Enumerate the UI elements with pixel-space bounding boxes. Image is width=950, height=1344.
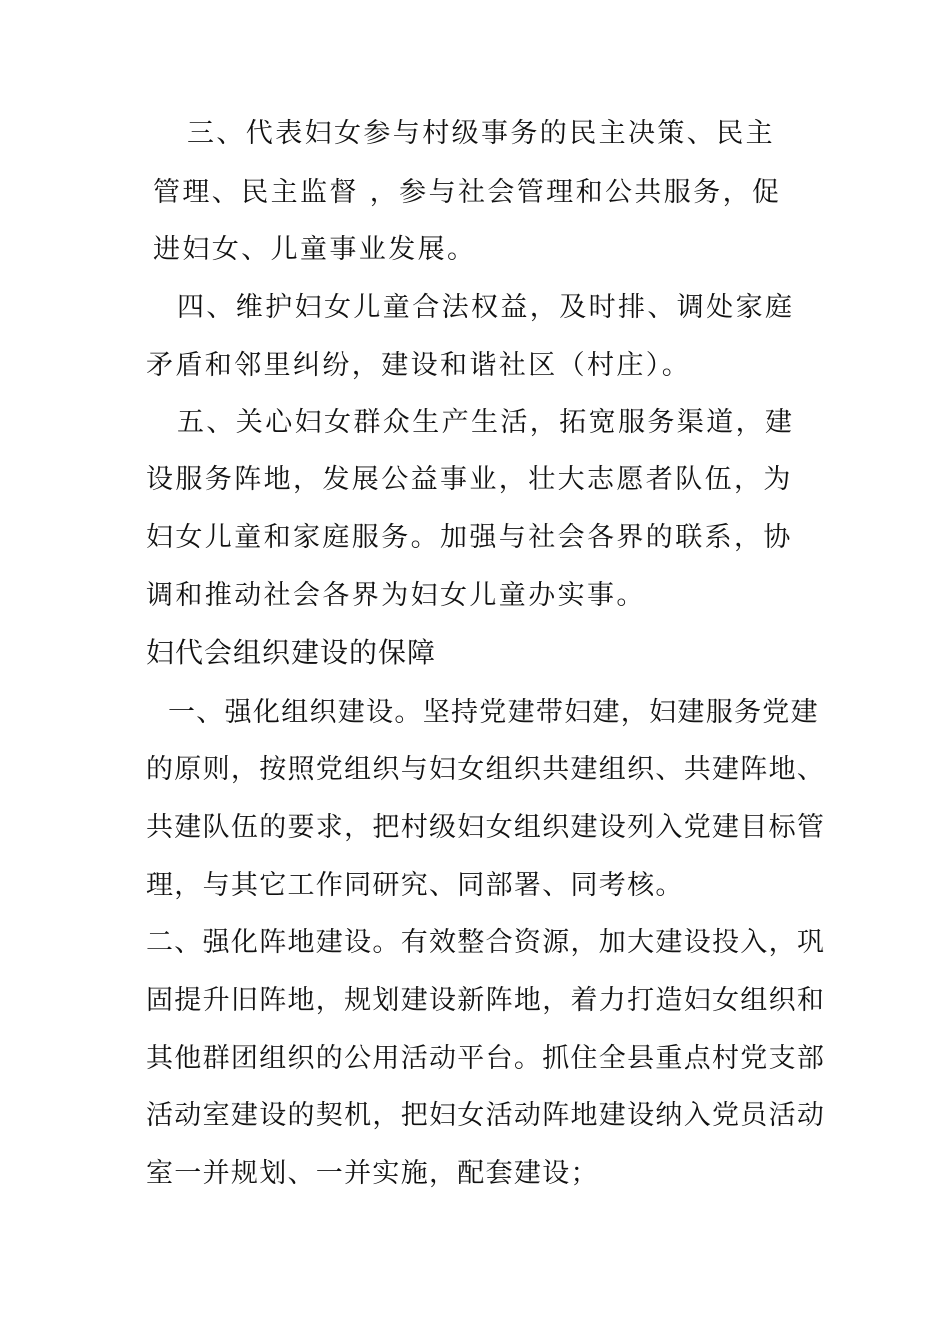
paragraph-3-line-3: 进妇女、儿童事业发展。 xyxy=(153,234,477,265)
paragraph-5-line-3: 妇女儿童和家庭服务。加强与社会各界的联系，协 xyxy=(146,522,793,553)
paragraph-4-line-1: 四、维护妇女儿童合法权益，及时排、调处家庭 xyxy=(177,292,795,323)
item-2-line-2: 固提升旧阵地，规划建设新阵地，着力打造妇女组织和 xyxy=(146,985,826,1016)
item-2-line-4: 活动室建设的契机，把妇女活动阵地建设纳入党员活动 xyxy=(146,1100,826,1131)
item-1-line-3: 共建队伍的要求，把村级妇女组织建设列入党建目标管 xyxy=(146,812,826,843)
item-1-line-1: 一、强化组织建设。坚持党建带妇建，妇建服务党建 xyxy=(168,697,819,728)
paragraph-5-line-4: 调和推动社会各界为妇女儿童办实事。 xyxy=(146,580,646,611)
paragraph-5-line-2: 设服务阵地，发展公益事业，壮大志愿者队伍，为 xyxy=(146,464,793,495)
item-2-line-1: 二、强化阵地建设。有效整合资源，加大建设投入，巩 xyxy=(146,927,826,958)
item-1-line-2: 的原则，按照党组织与妇女组织共建组织、共建阵地、 xyxy=(146,754,826,785)
paragraph-4-line-2: 矛盾和邻里纠纷，建设和谐社区（村庄）。 xyxy=(146,350,692,381)
section-heading: 妇代会组织建设的保障 xyxy=(146,636,437,669)
item-2-line-5: 室一并规划、一并实施，配套建设； xyxy=(146,1158,599,1189)
paragraph-3-line-2: 管理、民主监督 ，参与社会管理和公共服务，促 xyxy=(153,177,782,208)
item-2-line-3: 其他群团组织的公用活动平台。抓住全县重点村党支部 xyxy=(146,1043,826,1074)
paragraph-5-line-1: 五、关心妇女群众生产生活，拓宽服务渠道，建 xyxy=(177,407,795,438)
item-1-line-4: 理，与其它工作同研究、同部署、同考核。 xyxy=(146,870,684,901)
paragraph-3-line-1: 三、代表妇女参与村级事务的民主决策、民主 xyxy=(187,118,775,149)
